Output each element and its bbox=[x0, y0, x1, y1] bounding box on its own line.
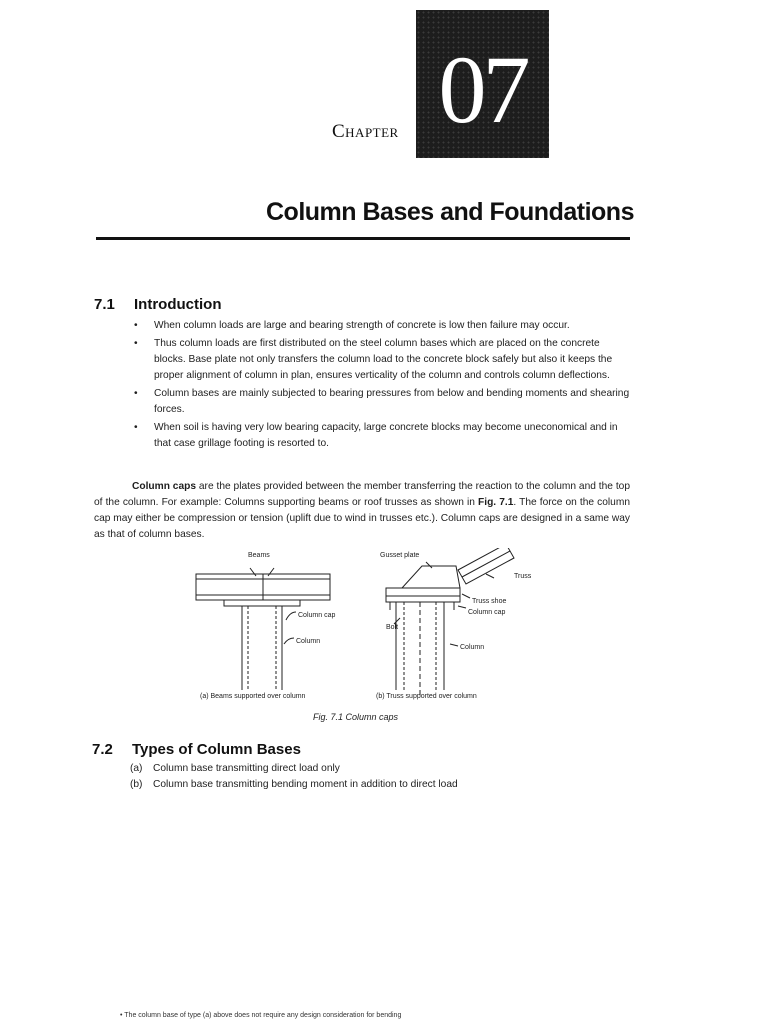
paragraph-text: . The force on the column cap may either be compression or tension (uplift due to wind in trusses etc.). Column caps are designed in a same way as that of column bases. bbox=[94, 497, 630, 541]
chapter-label: Chapter bbox=[332, 121, 399, 142]
title-rule bbox=[96, 237, 630, 240]
bullet-item bbox=[134, 386, 630, 418]
bullet-item bbox=[134, 420, 630, 452]
chapter-number-box bbox=[416, 10, 549, 158]
bullet-text: Thus column loads are first distributed on the steel column bases which are placed on the concrete blocks. Base plate not only transfers the column load to the concrete block safely but also it keeps the proper alignment of column in plan, ensures verticality of the column and controls column deflections. bbox=[154, 338, 613, 381]
item-tag: (a) bbox=[130, 763, 143, 774]
item-text: Column base transmitting direct load only bbox=[153, 763, 340, 774]
column-caps-paragraph bbox=[94, 479, 630, 543]
bullet-icon: • bbox=[134, 320, 138, 331]
section-title: Introduction bbox=[134, 296, 222, 313]
bullet-icon: • bbox=[134, 388, 138, 399]
bullet-icon: • bbox=[134, 338, 138, 349]
label-column-b: Column bbox=[460, 644, 485, 651]
bullet-icon: • bbox=[134, 422, 138, 433]
footnote: • The column base of type (a) above does not require any design consideration for bending bbox=[120, 1012, 402, 1019]
label-gusset-plate: Gusset plate bbox=[380, 552, 420, 559]
chapter-title: Column Bases and Foundations bbox=[266, 198, 634, 226]
label-column-cap-b: Column cap bbox=[468, 609, 506, 616]
intro-bullet-list bbox=[134, 318, 630, 454]
column-cap-plate bbox=[224, 600, 300, 606]
label-column-a: Column bbox=[296, 638, 321, 645]
figure-caption: Fig. 7.1 Column caps bbox=[313, 712, 399, 722]
bullet-text: Column bases are mainly subjected to bearing pressures from below and bending moments and shearing forces. bbox=[154, 388, 630, 415]
chapter-number: 07 bbox=[438, 36, 527, 143]
figure-column-caps bbox=[190, 548, 530, 718]
subcaption-b: (b) Truss supported over column bbox=[376, 693, 477, 700]
item-tag: (b) bbox=[130, 779, 143, 790]
label-truss: Truss bbox=[514, 573, 532, 580]
section-number: 7.2 bbox=[92, 741, 113, 758]
column-cap-drawing bbox=[190, 548, 530, 708]
bullet-text: When column loads are large and bearing strength of concrete is low then failure may occur. bbox=[154, 320, 570, 331]
label-bolt: Bolt bbox=[386, 624, 399, 631]
truss-shoe-plate bbox=[386, 588, 460, 596]
section-number: 7.1 bbox=[94, 296, 115, 313]
subcaption-a: (a) Beams supported over column bbox=[200, 693, 306, 700]
list-item bbox=[130, 761, 550, 777]
paragraph-text: are the plates provided between the member transferring the reaction to the column and the top of the column. For example: Columns supporting beams or roof trusses as shown in bbox=[94, 481, 630, 509]
bold-term: Column caps bbox=[132, 481, 197, 493]
footnote-text: The column base of type (a) above does not require any design consideration for bending bbox=[124, 1012, 402, 1019]
label-column-cap-a: Column cap bbox=[298, 612, 336, 619]
label-truss-shoe: Truss shoe bbox=[472, 598, 507, 605]
bullet-item bbox=[134, 318, 630, 334]
bullet-text: When soil is having very low bearing capacity, large concrete blocks may become uneconomical and in that case grillage footing is resorted to. bbox=[154, 422, 618, 449]
gusset-plate-shape bbox=[402, 566, 460, 588]
types-list bbox=[130, 761, 550, 793]
item-text: Column base transmitting bending moment in addition to direct load bbox=[153, 779, 458, 790]
list-item bbox=[130, 777, 550, 793]
section-title: Types of Column Bases bbox=[132, 741, 301, 758]
bullet-item bbox=[134, 336, 630, 384]
label-beams: Beams bbox=[248, 552, 270, 559]
figure-reference: Fig. 7.1 bbox=[478, 497, 514, 509]
